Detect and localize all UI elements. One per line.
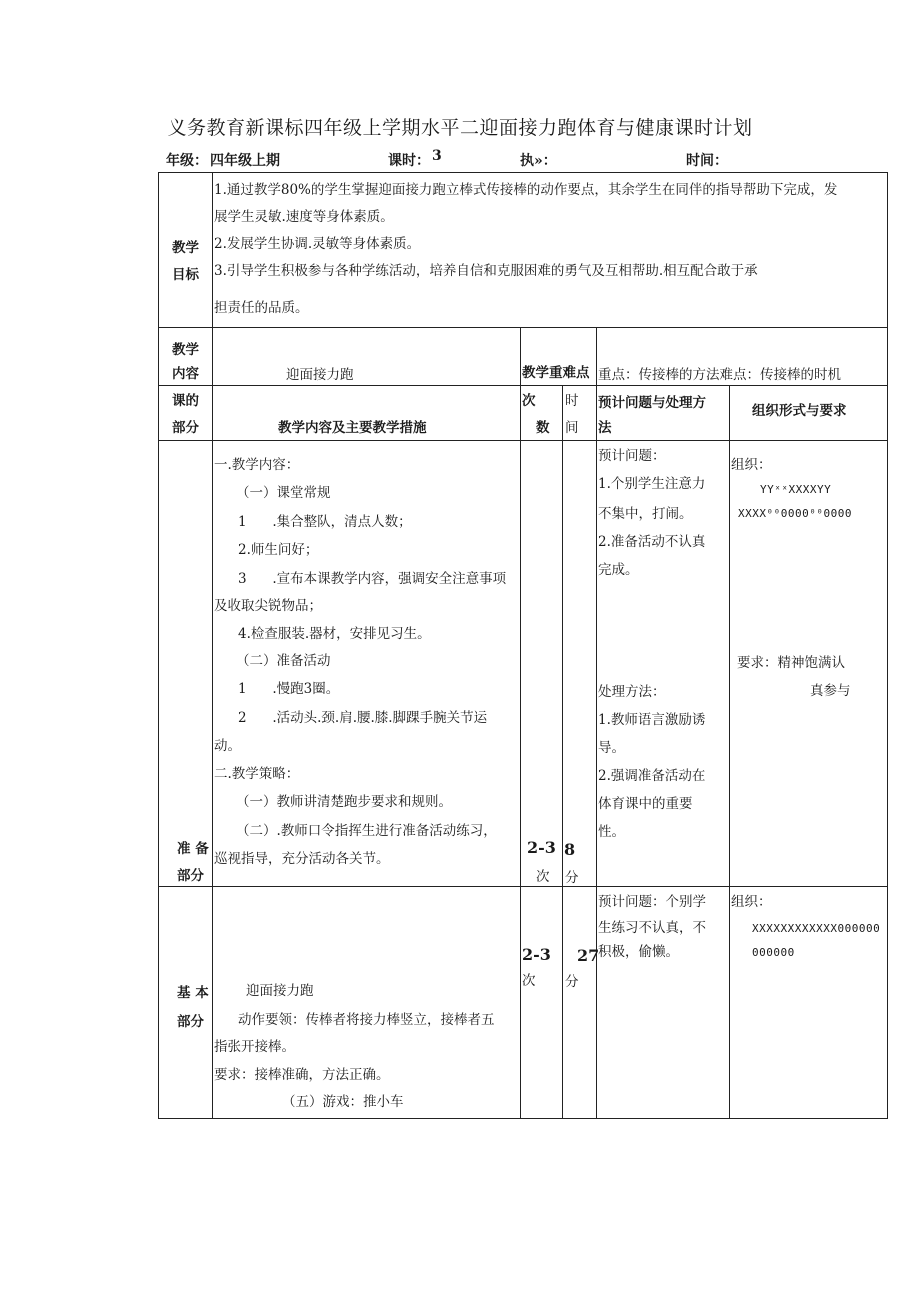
main-count-unit: 次: [522, 973, 536, 989]
grade-value: 四年级上期: [210, 153, 280, 169]
prep-line: 2 .活动头.颈.肩.腰.膝.脚踝手腕关节运: [238, 710, 488, 726]
objectives-label-1: 教学: [172, 240, 199, 256]
prep-line: （二）准备活动: [236, 653, 331, 669]
prep-time-unit: 分: [565, 870, 579, 886]
prep-formation-line-1: YYˣˣXXXXYY: [760, 483, 832, 496]
col-part-1: 课的: [172, 393, 199, 409]
prep-line: 3 .宣布本课教学内容，强调安全注意事项: [238, 571, 507, 587]
teacher-label: 执»：: [520, 153, 557, 169]
main-count-number: 2-3: [522, 945, 551, 964]
main-formation-line-1: XXXXXXXXXXXX000000: [752, 922, 881, 935]
prep-method-line: 性。: [598, 824, 625, 840]
prep-problem-line: 不集中，打闹。: [598, 506, 693, 522]
content-value: 迎面接力跑: [286, 367, 354, 383]
main-line: 迎面接力跑: [246, 983, 314, 999]
lesson-label: 课时：: [388, 153, 430, 169]
prep-line: 巡视指导，充分活动各关节。: [214, 851, 390, 867]
col-count-2: 数: [536, 420, 550, 436]
prep-line: 1 .集合整队，清点人数；: [238, 514, 412, 530]
prep-method-line: 1.教师语言激励诱: [598, 712, 706, 728]
col-count-1: 次: [522, 393, 536, 409]
objective-line-3a: 3.引导学生积极参与各种学练活动，培养自信和克服困难的勇气及互相帮助.相互配合敢于承: [214, 263, 758, 279]
main-time-unit: 分: [565, 974, 579, 990]
main-line: （五）游戏：推小车: [282, 1094, 404, 1110]
prep-time-number: 8: [564, 840, 576, 859]
prep-problem-line: 完成。: [598, 562, 639, 578]
col-problem-1: 预计问题与处理方: [598, 395, 706, 411]
col-org: 组织形式与要求: [752, 403, 847, 419]
time-label: 时间：: [686, 153, 728, 169]
objective-line-1b: 展学生灵敏.速度等身体素质。: [214, 209, 394, 225]
prep-org-label: 组织：: [731, 457, 772, 473]
objective-line-1a: 1.通过教学80%的学生掌握迎面接力跑立棒式传接棒的动作要点，其余学生在同伴的指导帮助下完成，发: [214, 182, 838, 198]
prep-line: 及收取尖锐物品；: [214, 598, 322, 614]
objective-line-2: 2.发展学生协调.灵敏等身体素质。: [214, 236, 421, 252]
content-label-2: 内容: [172, 366, 199, 382]
main-line: 要求：接棒准确，方法正确。: [214, 1067, 390, 1083]
main-formation-line-2: 000000: [752, 946, 795, 959]
prep-requirement-1: 要求：精神饱满认: [737, 655, 845, 671]
prep-method-line: 2.强调准备活动在: [598, 768, 706, 784]
prep-count-number: 2-3: [527, 838, 556, 857]
prep-line: 二.教学策略：: [214, 766, 300, 782]
col-problem-2: 法: [598, 420, 612, 436]
main-problem-line: 生练习不认真，不: [598, 920, 706, 936]
keypoint-value: 重点：传接棒的方法难点：传接棒的时机: [598, 367, 841, 383]
prep-problem-line: 1.个别学生注意力: [598, 476, 706, 492]
col-main: 教学内容及主要教学措施: [278, 420, 427, 436]
prep-problem-line: 预计问题：: [598, 448, 666, 464]
main-line: 指张开接棒。: [214, 1039, 295, 1055]
content-label-1: 教学: [172, 342, 199, 358]
main-part-1: 基 本: [177, 985, 209, 1001]
prep-part-1: 准 备: [177, 841, 209, 857]
col-time-1: 时: [565, 393, 579, 409]
col-time-2: 间: [565, 420, 579, 436]
page-title: 义务教育新课标四年级上学期水平二迎面接力跑体育与健康课时计划: [167, 117, 753, 139]
prep-count-unit: 次: [536, 869, 550, 885]
main-problem-line: 积极，偷懒。: [598, 944, 679, 960]
prep-problem-line: 2.准备活动不认真: [598, 534, 706, 550]
main-org-label: 组织：: [731, 894, 772, 910]
prep-method-line: 处理方法：: [598, 684, 666, 700]
main-problem-line: 预计问题：个别学: [598, 894, 706, 910]
grade-label: 年级：: [166, 153, 208, 169]
keypoint-label: 教学重难点: [522, 365, 590, 381]
prep-requirement-2: 真参与: [810, 683, 851, 699]
objective-line-3b: 担责任的品质。: [214, 300, 309, 316]
objectives-label-2: 目标: [172, 267, 199, 283]
prep-line: 4.检查服装.器材，安排见习生。: [238, 626, 431, 642]
prep-line: 1 .慢跑3圈。: [238, 681, 340, 697]
prep-method-line: 体育课中的重要: [598, 796, 693, 812]
main-part-2: 部分: [177, 1014, 204, 1030]
prep-line: （一）教师讲清楚跑步要求和规则。: [236, 794, 452, 810]
prep-part-2: 部分: [177, 868, 204, 884]
prep-line: （一）课堂常规: [236, 485, 331, 501]
prep-formation-line-2: XXXX⁰⁰0000⁰⁰0000: [738, 507, 852, 520]
col-part-2: 部分: [172, 420, 199, 436]
lesson-value: 3: [432, 148, 442, 164]
main-time-number: 27: [577, 946, 600, 965]
main-line: 动作要领：传棒者将接力棒竖立，接棒者五: [238, 1012, 495, 1028]
prep-method-line: 导。: [598, 740, 625, 756]
prep-line: （二）.教师口令指挥生进行准备活动练习，: [236, 823, 497, 839]
prep-line: 动。: [214, 738, 241, 754]
prep-line: 2.师生问好；: [238, 542, 319, 558]
prep-line: 一.教学内容：: [214, 457, 300, 473]
